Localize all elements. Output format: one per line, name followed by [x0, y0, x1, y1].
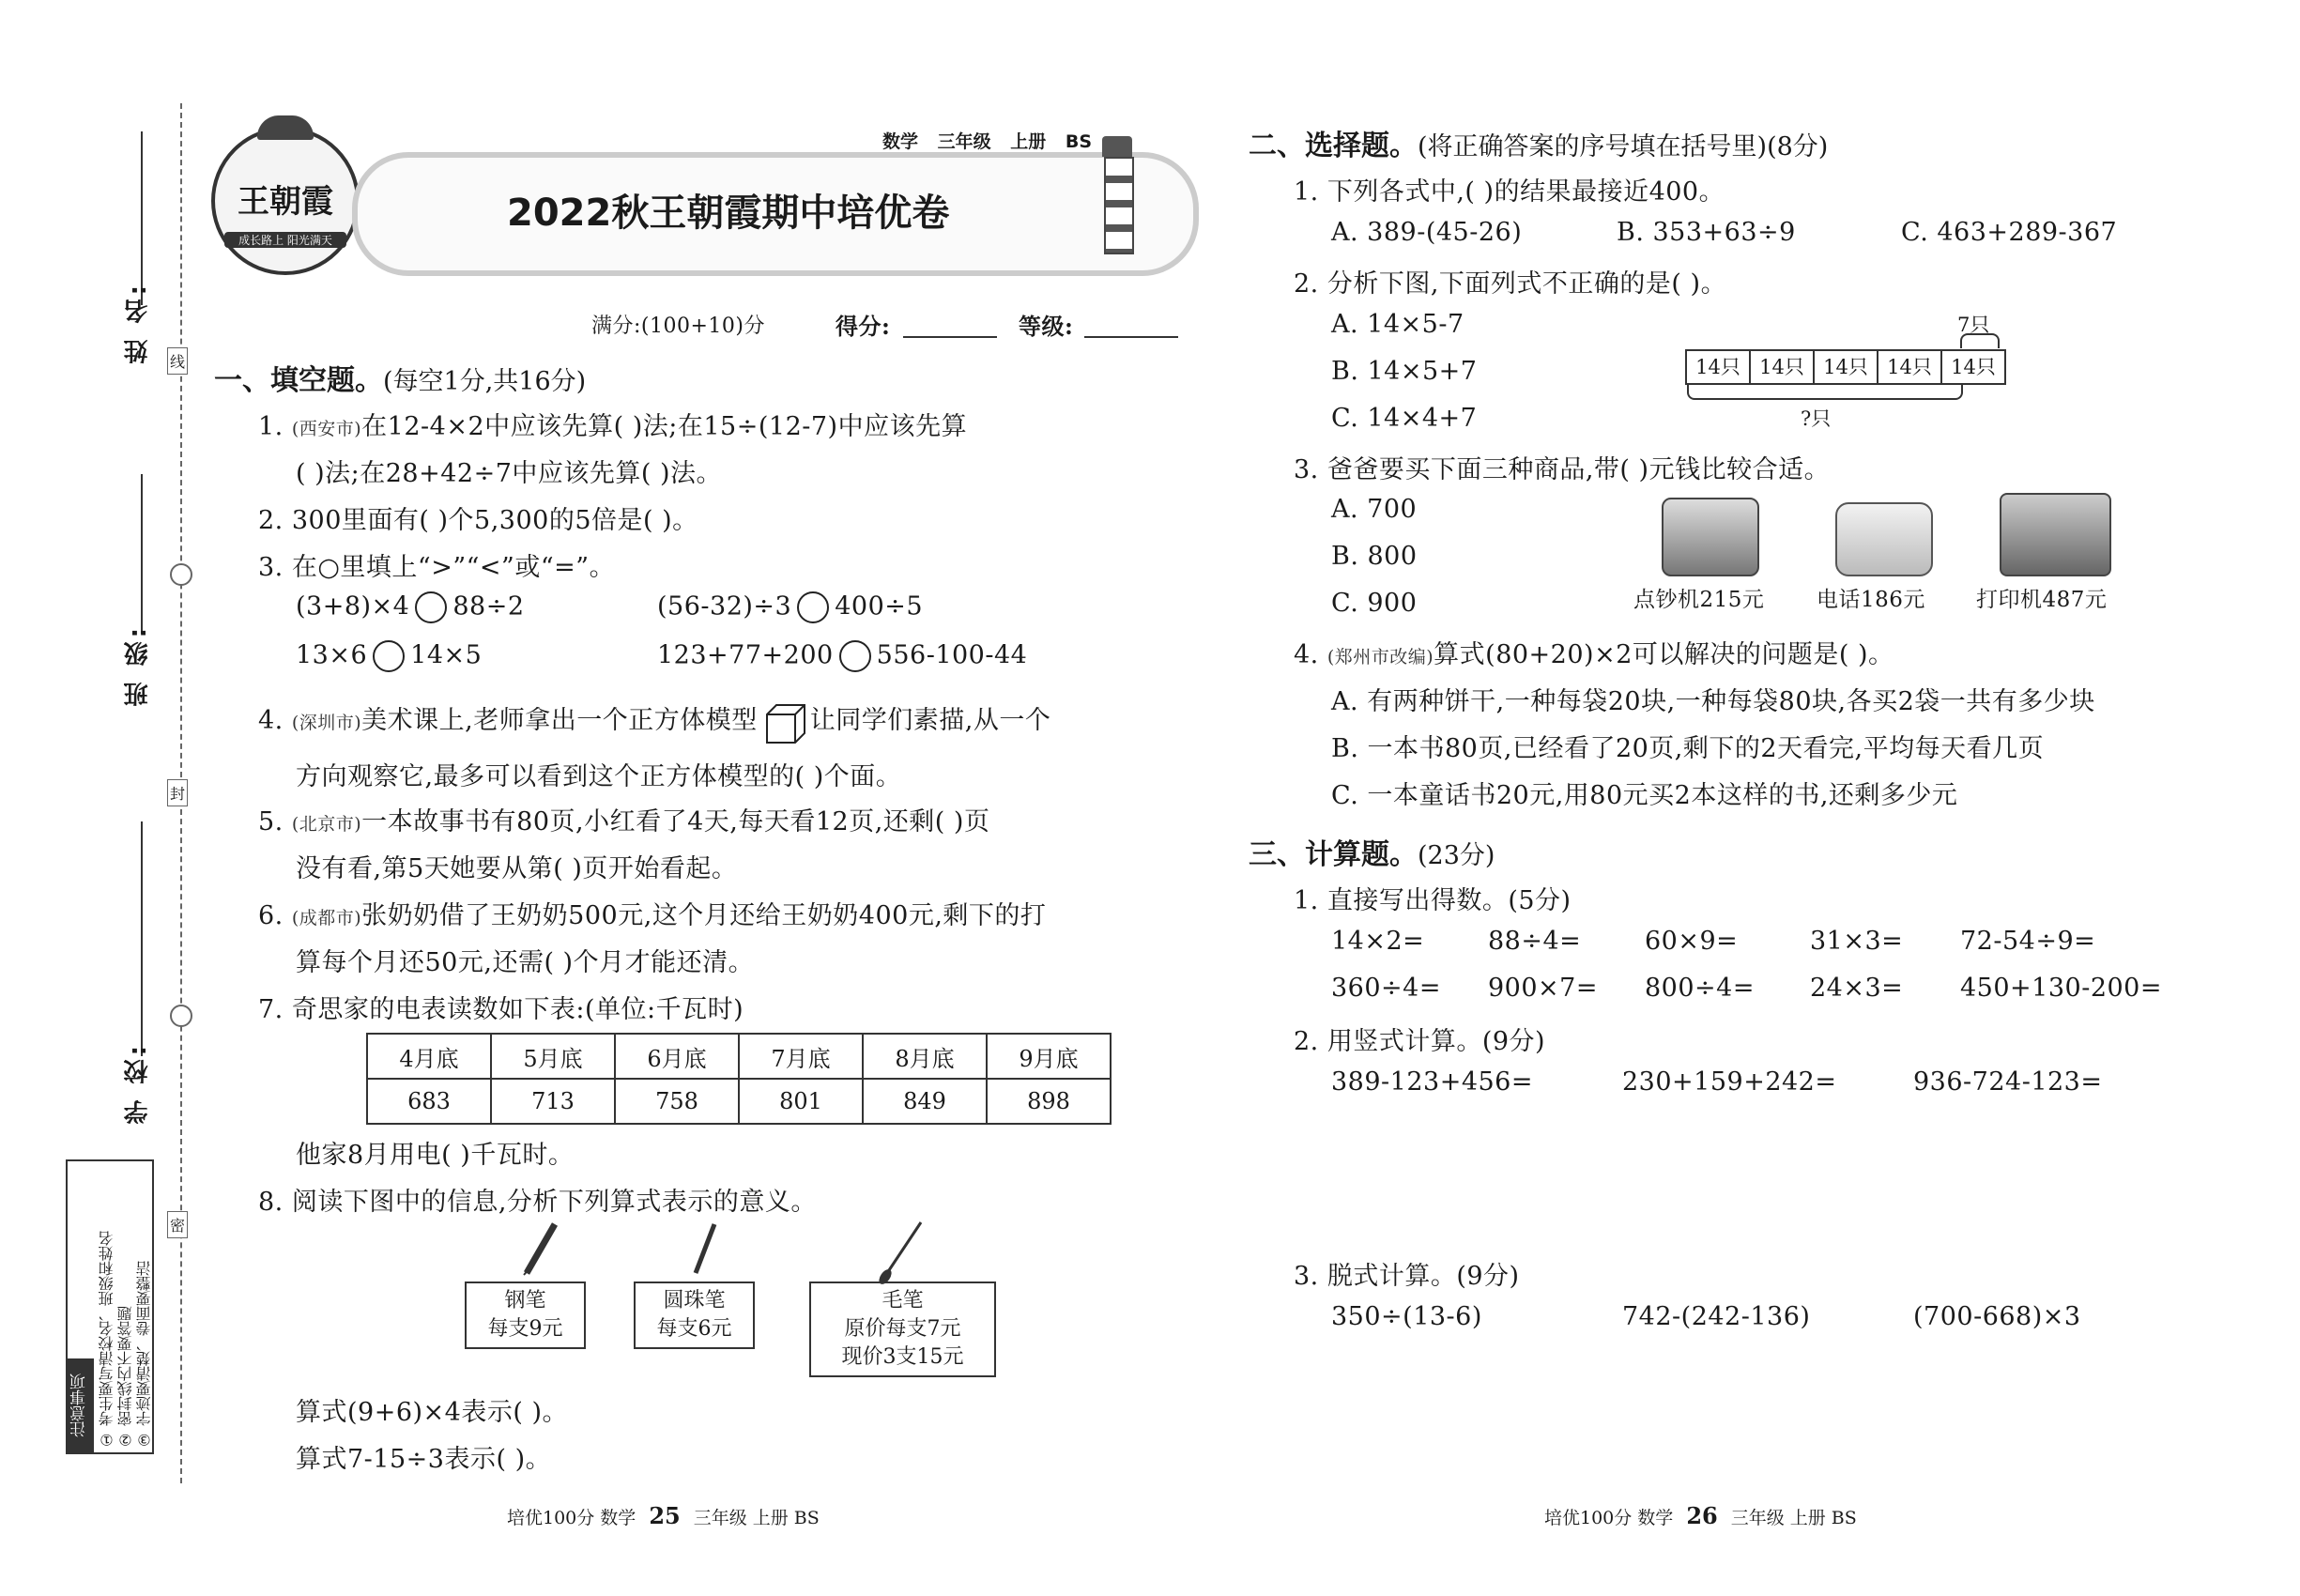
item-price: 原价每支7元: [844, 1317, 961, 1341]
price-box-fountain-pen: [465, 1281, 586, 1349]
s3-q2: 2. 用竖式计算。(9分): [1294, 1027, 1546, 1056]
s2-q3-opt-a: A. 700: [1331, 495, 1418, 524]
s1-q3-d: 123+77+200 556-100-44: [657, 640, 1027, 672]
s1-q4-line2: 方向观察它,最多可以看到这个正方体模型的( )个面。: [296, 762, 902, 791]
table-header-cell: 8月底: [863, 1034, 987, 1079]
s2-q2-opt-b: B. 14×5+7: [1331, 357, 1478, 386]
grade-label: 等级:: [1019, 313, 1074, 340]
score-label: 得分:: [836, 313, 891, 340]
segment-bottom-label: ?只: [1801, 407, 1832, 430]
segment-top-brace: [1960, 333, 2000, 348]
notes-box: [66, 1159, 154, 1454]
segment-bottom-brace: [1687, 385, 1963, 400]
table-header-cell: 4月底: [367, 1034, 491, 1079]
brand-name: 王朝霞: [238, 183, 333, 221]
segment-diagram: [1685, 349, 2006, 385]
segment-cell: 14只: [1815, 351, 1878, 383]
note-2: ② 密封线内不要答题: [116, 1305, 134, 1449]
s2-q3-opt-b: B. 800: [1331, 542, 1418, 571]
name-label: 姓 名:: [124, 282, 152, 364]
s1-q7-after: 他家8月用电( )千瓦时。: [296, 1141, 575, 1170]
s2-q3-opt-c: C. 900: [1331, 589, 1418, 618]
ballpoint-pen-icon: [690, 1220, 718, 1277]
s3-q1-r2-c2: 900×7=: [1488, 974, 1598, 1003]
s3-q1-r1-c5: 72-54÷9=: [1960, 927, 2096, 956]
school-write-line: [141, 821, 143, 1056]
class-write-line: [141, 474, 143, 634]
s1-q8-a: 算式(9+6)×4表示( )。: [296, 1398, 568, 1427]
s1-q3-b: (56-32)÷3 400÷5: [657, 591, 923, 623]
section1-title-text: 一、填空题。: [214, 364, 383, 397]
s3-q1-r1-c2: 88÷4=: [1488, 927, 1582, 956]
table-cell: 713: [491, 1079, 615, 1124]
price-box-ballpoint: [634, 1281, 755, 1349]
item-name: 钢笔: [504, 1289, 546, 1312]
s2-q2-opt-a: A. 14×5-7: [1331, 310, 1464, 339]
page-number: 26: [1686, 1502, 1718, 1529]
printer-icon: [2000, 493, 2111, 576]
notes-title: 注意事项: [68, 1358, 94, 1452]
cube-icon: [763, 701, 805, 743]
s2-q1-opt-b: B. 353+63÷9: [1617, 218, 1796, 247]
brand-tagline: 成长路上 阳光满天: [224, 232, 346, 248]
electricity-table: [366, 1033, 1112, 1125]
item-name: 毛笔: [882, 1289, 924, 1312]
class-label: 班 级:: [124, 624, 152, 707]
table-header-cell: 6月底: [615, 1034, 739, 1079]
binding-hole-1: [170, 563, 192, 586]
item-telephone: 电话186元: [1817, 588, 1925, 612]
s2-q1-opt-c: C. 463+289-367: [1901, 218, 2118, 247]
item-printer: 打印机487元: [1976, 588, 2108, 612]
table-cell: 801: [739, 1079, 863, 1124]
s3-q3-c1: 350÷(13-6): [1331, 1302, 1482, 1331]
s1-q8-b: 算式7-15÷3表示( )。: [296, 1445, 552, 1474]
item-price: 每支9元: [487, 1317, 563, 1341]
s3-q1: 1. 直接写出得数。(5分): [1294, 886, 1572, 915]
binding-hole-2: [170, 1005, 192, 1027]
s1-q1-source: (西安市): [291, 419, 362, 439]
table-cell: 849: [863, 1079, 987, 1124]
item-price: 每支6元: [656, 1317, 732, 1341]
score-total: 满分:(100+10)分: [591, 315, 765, 338]
s3-q1-r2-c5: 450+130-200=: [1960, 974, 2162, 1003]
segment-cell: 14只: [1687, 351, 1751, 383]
lighthouse-icon: [1098, 136, 1136, 253]
school-label: 学 校:: [124, 1042, 152, 1125]
section3-note: (23分): [1418, 841, 1495, 870]
name-write-line: [141, 131, 143, 305]
s2-q4-opt-a: A. 有两种饼干,一种每袋20块,一种每袋80块,各买2袋一共有多少块: [1331, 687, 2095, 716]
s1-q5-line2: 没有看,第5天她要从第( )页开始看起。: [296, 854, 738, 883]
page-number: 25: [649, 1502, 681, 1529]
s2-q4-source: (郑州市改编): [1326, 647, 1434, 668]
table-header-cell: 9月底: [987, 1034, 1111, 1079]
s3-q1-r2-c1: 360÷4=: [1331, 974, 1441, 1003]
s2-q2: 2. 分析下图,下面列式不正确的是( )。: [1294, 269, 1727, 299]
brand-logo: [211, 127, 360, 275]
item-name: 圆珠笔: [663, 1289, 726, 1312]
s3-q3-c3: (700-668)×3: [1913, 1302, 2081, 1331]
s1-q6-source: (成都市): [291, 908, 362, 928]
s1-q2: 2. 300里面有( )个5,300的5倍是( )。: [258, 506, 698, 535]
section2-note: (将正确答案的序号填在括号里)(8分): [1418, 132, 1829, 161]
telephone-icon: [1835, 502, 1933, 576]
table-header-cell: 5月底: [491, 1034, 615, 1079]
table-cell: 683: [367, 1079, 491, 1124]
page-title: 2022秋王朝霞期中培优卷: [507, 192, 950, 235]
s1-q7: 7. 奇思家的电表读数如下表:(单位:千瓦时): [258, 995, 744, 1024]
compare-circle[interactable]: [797, 591, 829, 623]
item-price-2: 现价3支15元: [841, 1345, 964, 1369]
s1-q1-line1: 1. (西安市)在12-4×2中应该先算( )法;在15÷(12-7)中应该先算: [258, 412, 968, 441]
segment-cell: 14只: [1751, 351, 1815, 383]
segment-top-label: 7只: [1957, 314, 1990, 336]
s2-q2-opt-c: C. 14×4+7: [1331, 404, 1478, 433]
s1-q6-line2: 算每个月还50元,还需( )个月才能还清。: [296, 948, 755, 977]
s1-q3-c: 13×6 14×5: [296, 640, 482, 672]
s1-q8: 8. 阅读下图中的信息,分析下列算式表示的意义。: [258, 1188, 817, 1217]
s3-q2-c3: 936-724-123=: [1913, 1067, 2103, 1097]
s3-q1-r2-c3: 800÷4=: [1645, 974, 1755, 1003]
section1-title: [214, 357, 586, 398]
brush-pen-icon: [878, 1219, 925, 1284]
cut-mark-1: 线: [167, 347, 188, 375]
money-counter-icon: [1662, 498, 1759, 576]
s3-q1-r1-c4: 31×3=: [1810, 927, 1904, 956]
s3-q2-c1: 389-123+456=: [1331, 1067, 1533, 1097]
table-header-row: [367, 1034, 1111, 1079]
compare-circle[interactable]: [415, 591, 447, 623]
table-cell: 898: [987, 1079, 1111, 1124]
price-box-brush: [809, 1281, 996, 1377]
section3-title: 三、计算题。(23分): [1249, 838, 1495, 871]
crown-icon: [257, 115, 314, 140]
s3-q3-c2: 742-(242-136): [1622, 1302, 1811, 1331]
s1-q3: 3. 在○里填上“>”“<”或“=”。: [258, 553, 616, 582]
segment-cell: 14只: [1878, 351, 1942, 383]
section1-note: (每空1分,共16分): [383, 367, 587, 396]
s1-q6-line1: 6. (成都市)张奶奶借了王奶奶500元,这个月还给王奶奶400元,剩下的打: [258, 901, 1047, 930]
s3-q2-c2: 230+159+242=: [1622, 1067, 1837, 1097]
s1-q1-line2: ( )法;在28+42÷7中应该先算( )法。: [296, 459, 723, 488]
s1-q4-line1: 4. (深圳市)美术课上,老师拿出一个正方体模型 让同学们素描,从一个: [258, 699, 1050, 743]
s2-q4: 4. (郑州市改编)算式(80+20)×2可以解决的问题是( )。: [1294, 640, 1894, 669]
note-1: ① 考生要写清校名、班级和姓名: [98, 1230, 115, 1449]
s2-q1-opt-a: A. 389-(45-26): [1331, 218, 1523, 247]
table-header-cell: 7月底: [739, 1034, 863, 1079]
segment-cell: 14只: [1951, 356, 1996, 378]
section2-title: 二、选择题。(将正确答案的序号填在括号里)(8分): [1249, 130, 1829, 162]
cut-mark-3: 密: [167, 1211, 188, 1238]
s2-q1: 1. 下列各式中,( )的结果最接近400。: [1294, 177, 1725, 207]
fountain-pen-icon: [521, 1220, 559, 1277]
subject-info: 数学 三年级 上册 BS: [882, 131, 1093, 152]
compare-circle[interactable]: [373, 640, 405, 672]
s3-q1-r1-c3: 60×9=: [1645, 927, 1739, 956]
s2-q4-opt-c: C. 一本童话书20元,用80元买2本这样的书,还剩多少元: [1331, 781, 1958, 810]
s2-q4-opt-b: B. 一本书80页,已经看了20页,剩下的2天看完,平均每天看几页: [1331, 734, 2045, 763]
footer-right: 培优100分 数学 26 三年级 上册 BS: [1544, 1502, 1857, 1529]
grade-line: [1084, 336, 1178, 338]
s2-q3: 3. 爸爸要买下面三种商品,带( )元钱比较合适。: [1294, 455, 1831, 484]
item-money-counter: 点钞机215元: [1633, 588, 1765, 612]
footer-left: 培优100分 数学 25 三年级 上册 BS: [507, 1502, 820, 1529]
s3-q1-r1-c1: 14×2=: [1331, 927, 1425, 956]
s1-q5-source: (北京市): [291, 814, 362, 835]
s1-q3-a: (3+8)×4 88÷2: [296, 591, 525, 623]
score-line: [903, 336, 997, 338]
s3-q3: 3. 脱式计算。(9分): [1294, 1262, 1520, 1291]
compare-circle[interactable]: [839, 640, 871, 672]
table-row: [367, 1079, 1111, 1124]
note-3: ③ 字迹要清楚、卷面要整洁: [135, 1260, 153, 1449]
cut-mark-2: 封: [167, 779, 188, 806]
s1-q4-source: (深圳市): [291, 713, 362, 733]
s3-q1-r2-c4: 24×3=: [1810, 974, 1904, 1003]
s1-q5-line1: 5. (北京市)一本故事书有80页,小红看了4天,每天看12页,还剩( )页: [258, 807, 990, 836]
table-cell: 758: [615, 1079, 739, 1124]
